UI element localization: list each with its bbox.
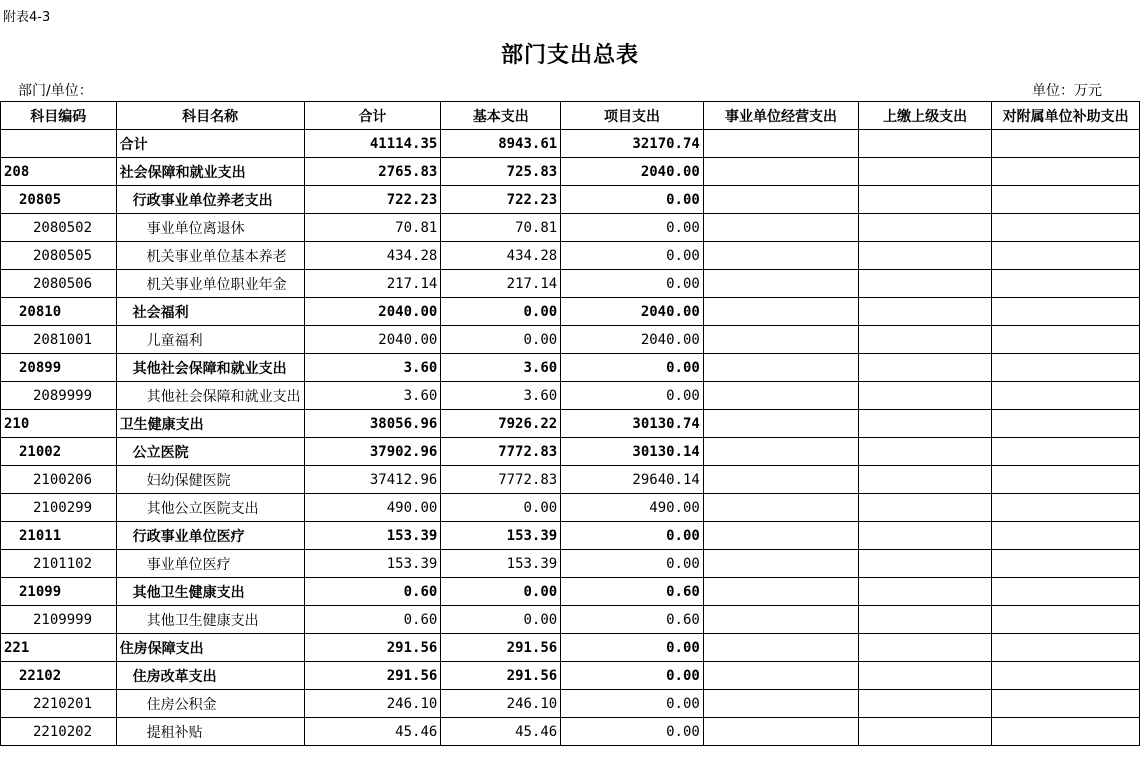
total-cell: 722.23 xyxy=(304,186,441,214)
total-cell: 2040.00 xyxy=(304,326,441,354)
table-row xyxy=(1,410,1140,438)
basic-cell: 153.39 xyxy=(441,550,561,578)
table-row xyxy=(1,382,1140,410)
project-cell: 0.00 xyxy=(561,382,704,410)
business-cell xyxy=(703,522,858,550)
total-cell: 291.56 xyxy=(304,662,441,690)
code-cell xyxy=(1,130,117,158)
project-cell: 0.00 xyxy=(561,634,704,662)
basic-cell: 8943.61 xyxy=(441,130,561,158)
basic-cell: 3.60 xyxy=(441,354,561,382)
business-cell xyxy=(703,242,858,270)
basic-cell: 70.81 xyxy=(441,214,561,242)
total-cell: 3.60 xyxy=(304,382,441,410)
table-row xyxy=(1,494,1140,522)
column-header-project: 项目支出 xyxy=(561,102,704,130)
name-cell: 机关事业单位职业年金 xyxy=(116,270,304,298)
name-cell: 行政事业单位医疗 xyxy=(116,522,304,550)
basic-cell: 725.83 xyxy=(441,158,561,186)
subsidy-cell xyxy=(992,410,1140,438)
code-cell: 22102 xyxy=(1,662,117,690)
upper-cell xyxy=(859,410,992,438)
department-label: 部门/单位： xyxy=(18,83,93,99)
table-row xyxy=(1,466,1140,494)
name-cell: 事业单位医疗 xyxy=(116,550,304,578)
total-cell: 41114.35 xyxy=(304,130,441,158)
column-header-business: 事业单位经营支出 xyxy=(703,102,858,130)
total-cell: 217.14 xyxy=(304,270,441,298)
business-cell xyxy=(703,690,858,718)
upper-cell xyxy=(859,466,992,494)
column-header-total: 合计 xyxy=(304,102,441,130)
total-cell: 37412.96 xyxy=(304,466,441,494)
table-row xyxy=(1,158,1140,186)
project-cell: 29640.14 xyxy=(561,466,704,494)
upper-cell xyxy=(859,494,992,522)
business-cell xyxy=(703,186,858,214)
subsidy-cell xyxy=(992,326,1140,354)
basic-cell: 0.00 xyxy=(441,494,561,522)
project-cell: 0.00 xyxy=(561,522,704,550)
upper-cell xyxy=(859,438,992,466)
name-cell: 社会福利 xyxy=(116,298,304,326)
basic-cell: 0.00 xyxy=(441,326,561,354)
basic-cell: 246.10 xyxy=(441,690,561,718)
header-row xyxy=(1,102,1140,130)
project-cell: 0.00 xyxy=(561,550,704,578)
upper-cell xyxy=(859,214,992,242)
total-cell: 153.39 xyxy=(304,550,441,578)
project-cell: 0.00 xyxy=(561,270,704,298)
basic-cell: 291.56 xyxy=(441,634,561,662)
name-cell: 社会保障和就业支出 xyxy=(116,158,304,186)
upper-cell xyxy=(859,634,992,662)
table-row xyxy=(1,634,1140,662)
project-cell: 0.60 xyxy=(561,578,704,606)
code-cell: 2101102 xyxy=(1,550,117,578)
business-cell xyxy=(703,130,858,158)
code-cell: 20805 xyxy=(1,186,117,214)
upper-cell xyxy=(859,578,992,606)
project-cell: 0.00 xyxy=(561,690,704,718)
basic-cell: 217.14 xyxy=(441,270,561,298)
subsidy-cell xyxy=(992,634,1140,662)
upper-cell xyxy=(859,718,992,746)
total-cell: 246.10 xyxy=(304,690,441,718)
code-cell: 21011 xyxy=(1,522,117,550)
subsidy-cell xyxy=(992,466,1140,494)
page-title: 部门支出总表 xyxy=(500,42,639,68)
name-cell: 事业单位离退休 xyxy=(116,214,304,242)
name-cell: 住房改革支出 xyxy=(116,662,304,690)
basic-cell: 7772.83 xyxy=(441,466,561,494)
name-cell: 妇幼保健医院 xyxy=(116,466,304,494)
name-cell: 住房公积金 xyxy=(116,690,304,718)
code-cell: 2210201 xyxy=(1,690,117,718)
unit-label: 单位：万元 xyxy=(1032,83,1102,99)
name-cell: 公立医院 xyxy=(116,438,304,466)
attachment-label: 附表4-3 xyxy=(3,10,51,25)
basic-cell: 3.60 xyxy=(441,382,561,410)
total-cell: 434.28 xyxy=(304,242,441,270)
name-cell: 其他社会保障和就业支出 xyxy=(116,382,304,410)
upper-cell xyxy=(859,606,992,634)
code-cell: 2089999 xyxy=(1,382,117,410)
upper-cell xyxy=(859,186,992,214)
upper-cell xyxy=(859,242,992,270)
total-cell: 0.60 xyxy=(304,606,441,634)
table-row xyxy=(1,130,1140,158)
table-row xyxy=(1,186,1140,214)
business-cell xyxy=(703,382,858,410)
project-cell: 0.60 xyxy=(561,606,704,634)
name-cell: 提租补贴 xyxy=(116,718,304,746)
upper-cell xyxy=(859,270,992,298)
code-cell: 208 xyxy=(1,158,117,186)
basic-cell: 0.00 xyxy=(441,578,561,606)
upper-cell xyxy=(859,354,992,382)
code-cell: 210 xyxy=(1,410,117,438)
column-header-subsidy: 对附属单位补助支出 xyxy=(992,102,1140,130)
business-cell xyxy=(703,550,858,578)
business-cell xyxy=(703,326,858,354)
code-cell: 21099 xyxy=(1,578,117,606)
business-cell xyxy=(703,606,858,634)
basic-cell: 0.00 xyxy=(441,606,561,634)
subsidy-cell xyxy=(992,578,1140,606)
project-cell: 30130.14 xyxy=(561,438,704,466)
subsidy-cell xyxy=(992,690,1140,718)
project-cell: 2040.00 xyxy=(561,158,704,186)
column-header-code: 科目编码 xyxy=(1,102,117,130)
code-cell: 20810 xyxy=(1,298,117,326)
subsidy-cell xyxy=(992,606,1140,634)
upper-cell xyxy=(859,382,992,410)
subsidy-cell xyxy=(992,158,1140,186)
total-cell: 45.46 xyxy=(304,718,441,746)
upper-cell xyxy=(859,522,992,550)
upper-cell xyxy=(859,326,992,354)
table-row xyxy=(1,690,1140,718)
basic-cell: 0.00 xyxy=(441,298,561,326)
business-cell xyxy=(703,578,858,606)
code-cell: 20899 xyxy=(1,354,117,382)
name-cell: 其他社会保障和就业支出 xyxy=(116,354,304,382)
column-header-basic: 基本支出 xyxy=(441,102,561,130)
table-row xyxy=(1,354,1140,382)
total-cell: 2765.83 xyxy=(304,158,441,186)
business-cell xyxy=(703,438,858,466)
code-cell: 2080502 xyxy=(1,214,117,242)
name-cell: 机关事业单位基本养老 xyxy=(116,242,304,270)
code-cell: 2100206 xyxy=(1,466,117,494)
code-cell: 2080505 xyxy=(1,242,117,270)
name-cell: 合计 xyxy=(116,130,304,158)
business-cell xyxy=(703,718,858,746)
name-cell: 其他卫生健康支出 xyxy=(116,578,304,606)
subsidy-cell xyxy=(992,438,1140,466)
subsidy-cell xyxy=(992,242,1140,270)
business-cell xyxy=(703,494,858,522)
basic-cell: 291.56 xyxy=(441,662,561,690)
name-cell: 行政事业单位养老支出 xyxy=(116,186,304,214)
code-cell: 2100299 xyxy=(1,494,117,522)
business-cell xyxy=(703,214,858,242)
table-row xyxy=(1,550,1140,578)
code-cell: 2081001 xyxy=(1,326,117,354)
total-cell: 2040.00 xyxy=(304,298,441,326)
table-row xyxy=(1,214,1140,242)
project-cell: 30130.74 xyxy=(561,410,704,438)
upper-cell xyxy=(859,662,992,690)
table-row xyxy=(1,718,1140,746)
subsidy-cell xyxy=(992,270,1140,298)
name-cell: 其他卫生健康支出 xyxy=(116,606,304,634)
subsidy-cell xyxy=(992,214,1140,242)
project-cell: 0.00 xyxy=(561,662,704,690)
subsidy-cell xyxy=(992,382,1140,410)
business-cell xyxy=(703,634,858,662)
project-cell: 32170.74 xyxy=(561,130,704,158)
table-row xyxy=(1,662,1140,690)
business-cell xyxy=(703,662,858,690)
upper-cell xyxy=(859,158,992,186)
column-header-upper: 上缴上级支出 xyxy=(859,102,992,130)
project-cell: 0.00 xyxy=(561,214,704,242)
subsidy-cell xyxy=(992,186,1140,214)
subsidy-cell xyxy=(992,550,1140,578)
project-cell: 0.00 xyxy=(561,718,704,746)
project-cell: 0.00 xyxy=(561,242,704,270)
basic-cell: 153.39 xyxy=(441,522,561,550)
basic-cell: 722.23 xyxy=(441,186,561,214)
table-row xyxy=(1,522,1140,550)
table-row xyxy=(1,270,1140,298)
basic-cell: 434.28 xyxy=(441,242,561,270)
total-cell: 70.81 xyxy=(304,214,441,242)
basic-cell: 45.46 xyxy=(441,718,561,746)
total-cell: 3.60 xyxy=(304,354,441,382)
table-row xyxy=(1,606,1140,634)
business-cell xyxy=(703,270,858,298)
expenditure-table xyxy=(0,101,1140,746)
project-cell: 2040.00 xyxy=(561,298,704,326)
upper-cell xyxy=(859,690,992,718)
total-cell: 291.56 xyxy=(304,634,441,662)
name-cell: 其他公立医院支出 xyxy=(116,494,304,522)
total-cell: 0.60 xyxy=(304,578,441,606)
total-cell: 490.00 xyxy=(304,494,441,522)
business-cell xyxy=(703,354,858,382)
table-row xyxy=(1,326,1140,354)
total-cell: 153.39 xyxy=(304,522,441,550)
project-cell: 2040.00 xyxy=(561,326,704,354)
upper-cell xyxy=(859,298,992,326)
upper-cell xyxy=(859,130,992,158)
basic-cell: 7926.22 xyxy=(441,410,561,438)
table-row xyxy=(1,242,1140,270)
subsidy-cell xyxy=(992,354,1140,382)
subsidy-cell xyxy=(992,130,1140,158)
code-cell: 2109999 xyxy=(1,606,117,634)
name-cell: 卫生健康支出 xyxy=(116,410,304,438)
table-row xyxy=(1,298,1140,326)
subsidy-cell xyxy=(992,522,1140,550)
project-cell: 0.00 xyxy=(561,186,704,214)
table-row xyxy=(1,578,1140,606)
business-cell xyxy=(703,298,858,326)
business-cell xyxy=(703,158,858,186)
subsidy-cell xyxy=(992,662,1140,690)
basic-cell: 7772.83 xyxy=(441,438,561,466)
name-cell: 儿童福利 xyxy=(116,326,304,354)
subsidy-cell xyxy=(992,494,1140,522)
business-cell xyxy=(703,466,858,494)
name-cell: 住房保障支出 xyxy=(116,634,304,662)
column-header-name: 科目名称 xyxy=(116,102,304,130)
code-cell: 221 xyxy=(1,634,117,662)
project-cell: 490.00 xyxy=(561,494,704,522)
code-cell: 2210202 xyxy=(1,718,117,746)
total-cell: 38056.96 xyxy=(304,410,441,438)
total-cell: 37902.96 xyxy=(304,438,441,466)
upper-cell xyxy=(859,550,992,578)
subsidy-cell xyxy=(992,718,1140,746)
business-cell xyxy=(703,410,858,438)
subsidy-cell xyxy=(992,298,1140,326)
table-row xyxy=(1,438,1140,466)
code-cell: 21002 xyxy=(1,438,117,466)
code-cell: 2080506 xyxy=(1,270,117,298)
project-cell: 0.00 xyxy=(561,354,704,382)
